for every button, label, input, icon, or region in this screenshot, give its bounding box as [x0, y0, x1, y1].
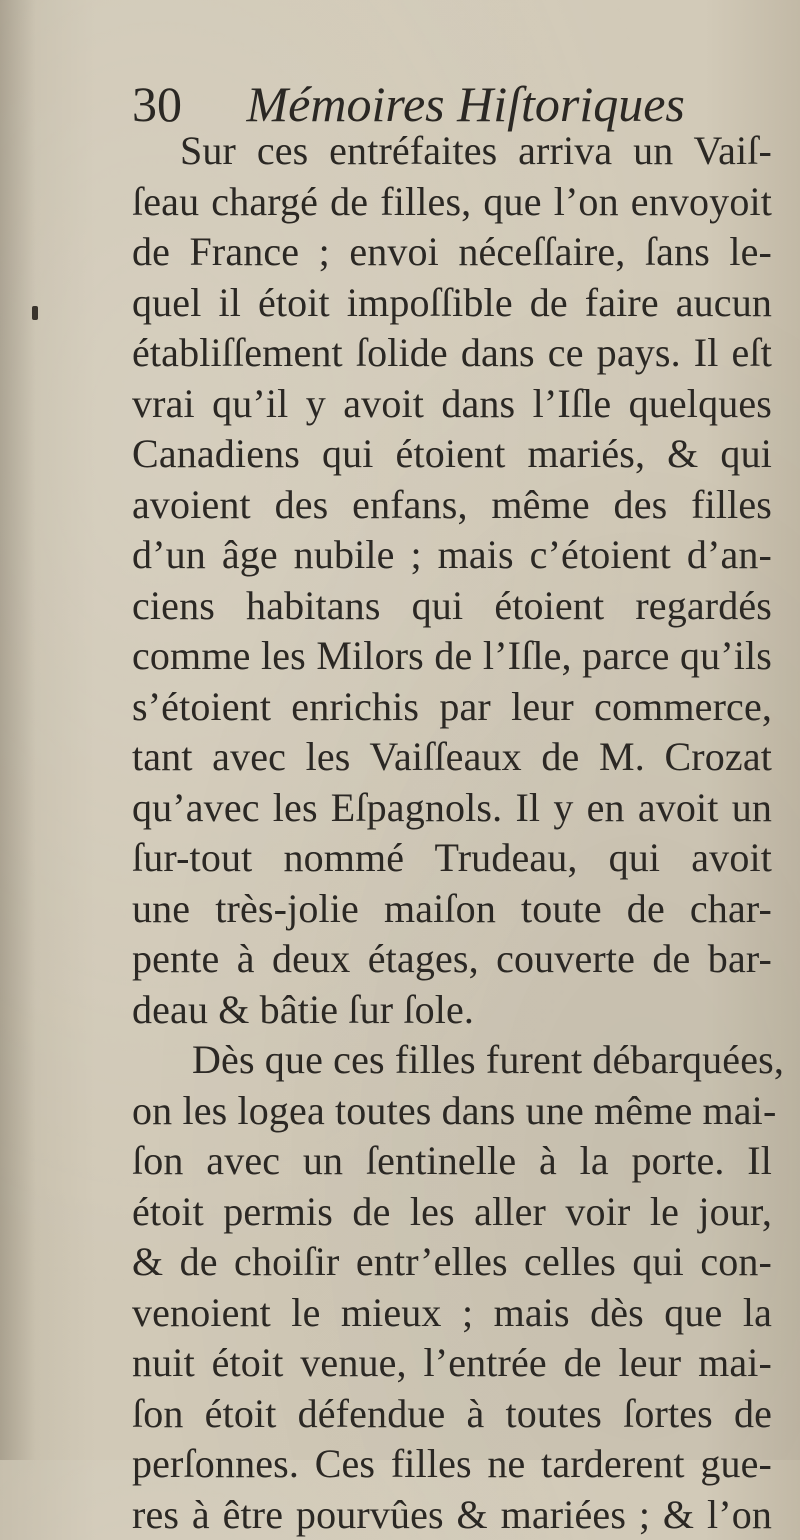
running-title: Mémoires Hiſtoriques — [247, 74, 685, 134]
text-line: comme les Milors de l’Iſle, parce qu’ils — [132, 631, 772, 682]
text-line: ſur-tout nommé Trudeau, qui avoit — [132, 833, 772, 884]
text-line: tant avec les Vaiſſeaux de M. Crozat — [132, 732, 772, 783]
text-line: venoient le mieux ; mais dès que la — [132, 1288, 772, 1339]
text-line: ciens habitans qui étoient regardés — [132, 581, 772, 632]
text-line: étoit permis de les aller voir le jour, — [132, 1187, 772, 1238]
text-line: pente à deux étages, couverte de bar- — [132, 934, 772, 985]
text-line: deau & bâtie ſur ſole. — [132, 985, 772, 1036]
page-number: 30 — [132, 74, 234, 134]
text-line: vrai qu’il y avoit dans l’Iſle quelques — [132, 379, 772, 430]
text-line: s’étoient enrichis par leur commerce, — [132, 682, 772, 733]
text-line: nuit étoit venue, l’entrée de leur mai- — [132, 1338, 772, 1389]
text-line: ſeau chargé de filles, que l’on envoyoit — [132, 177, 772, 228]
text-line: & de choiſir entr’elles celles qui con- — [132, 1237, 772, 1288]
text-line: perſonnes. Ces filles ne tarderent gue- — [132, 1439, 772, 1490]
text-line: ſon étoit défendue à toutes ſortes de — [132, 1389, 772, 1440]
page-gutter-shadow — [0, 0, 36, 1460]
text-line: qu’avec les Eſpagnols. Il y en avoit un — [132, 783, 772, 834]
text-line: Canadiens qui étoient mariés, & qui — [132, 429, 772, 480]
text-line: on les logea toutes dans une même mai- — [132, 1086, 772, 1137]
page-header — [132, 74, 732, 134]
text-line: de France ; envoi néceſſaire, ſans le- — [132, 227, 772, 278]
text-line: res à être pourvûes & mariées ; & l’on — [132, 1490, 772, 1540]
text-line: Sur ces entréfaites arriva un Vaiſ- — [132, 126, 772, 177]
text-line: établiſſement ſolide dans ce pays. Il eſt — [132, 328, 772, 379]
ink-speck — [32, 306, 38, 320]
text-line: Dès que ces filles furent débarquées, — [132, 1035, 772, 1086]
text-line: une très-jolie maiſon toute de char- — [132, 884, 772, 935]
text-line: quel il étoit impoſſible de faire aucun — [132, 278, 772, 329]
body-text — [132, 126, 772, 1540]
text-line: d’un âge nubile ; mais c’étoient d’an- — [132, 530, 772, 581]
text-line: avoient des enfans, même des filles — [132, 480, 772, 531]
text-line: ſon avec un ſentinelle à la porte. Il — [132, 1136, 772, 1187]
